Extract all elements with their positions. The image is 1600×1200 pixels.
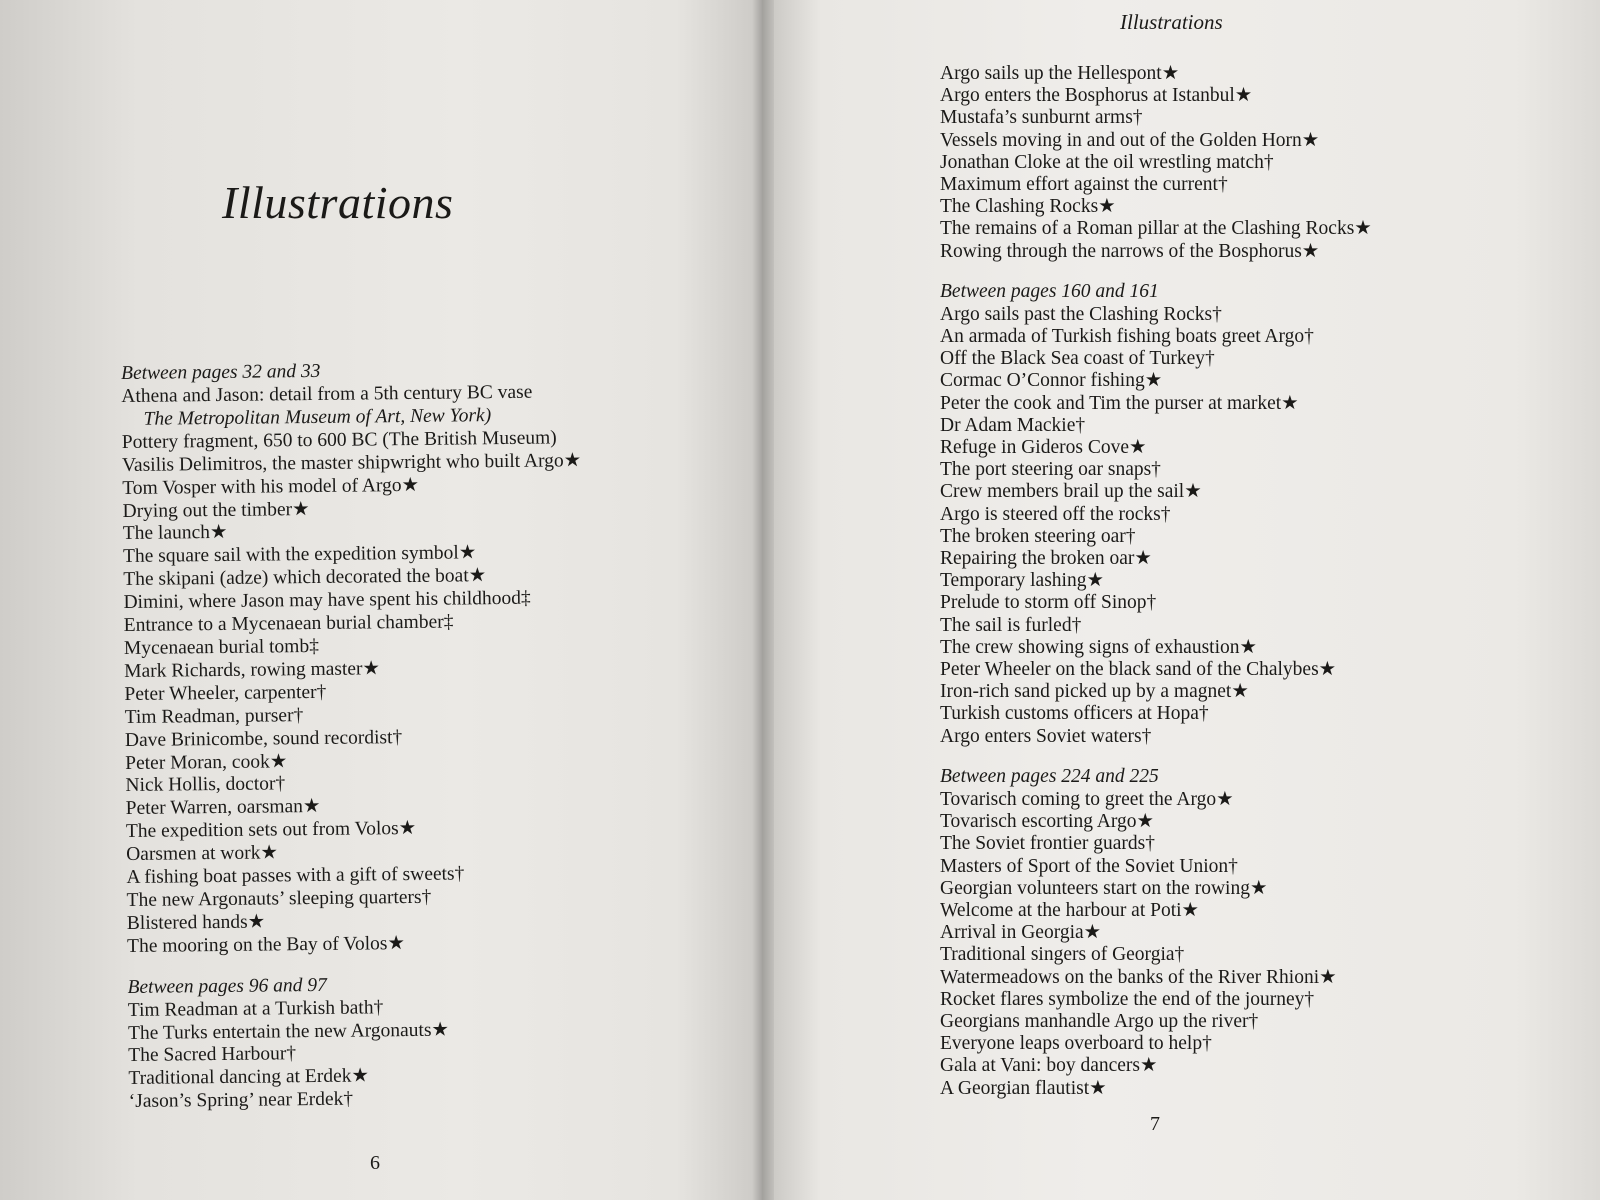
list-item: Dimini, where Jason may have spent his childhood‡ <box>123 587 531 614</box>
list-item: Tom Vosper with his model of Argo★ <box>122 474 420 499</box>
list-item: Entrance to a Mycenaean burial chamber‡ <box>123 611 454 637</box>
list-item: An armada of Turkish fishing boats greet Argo† <box>940 326 1314 348</box>
list-item: Vessels moving in and out of the Golden Horn★ <box>940 129 1320 151</box>
list-item: Drying out the timber★ <box>122 498 310 522</box>
left-column <box>121 357 729 1132</box>
list-item: Tovarisch escorting Argo★ <box>940 811 1154 833</box>
list-item: The expedition sets out from Volos★ <box>125 818 417 843</box>
list-item: Argo sails up the Hellespont★ <box>940 63 1180 84</box>
illustration-list <box>940 304 1580 748</box>
list-item: Tim Readman, purser† <box>124 704 304 728</box>
list-item: Peter Wheeler on the black sand of the Chalybes★ <box>940 659 1337 681</box>
list-item: Mycenaean burial tomb‡ <box>123 635 320 659</box>
list-item: Gala at Vani: boy dancers★ <box>940 1055 1158 1077</box>
page-number-right: 7 <box>1150 1113 1160 1135</box>
list-item: Prelude to storm off Sinop† <box>940 592 1157 614</box>
list-item: Oarsmen at work★ <box>126 842 279 866</box>
list-item: The launch★ <box>122 522 228 545</box>
list-item: Athena and Jason: detail from a 5th century BC vase <box>121 381 533 407</box>
list-item: Crew members brail up the sail★ <box>940 481 1202 503</box>
right-column <box>940 63 1580 1118</box>
list-item: Dr Adam Mackie† <box>940 414 1086 436</box>
list-item: Pottery fragment, 650 to 600 BC (The British Museum) <box>121 427 557 453</box>
list-item: Jonathan Cloke at the oil wrestling match† <box>940 151 1274 173</box>
list-item: Everyone leaps overboard to help† <box>940 1033 1212 1055</box>
list-item: Peter Moran, cook★ <box>125 750 288 774</box>
section-continued <box>940 63 1580 263</box>
list-item: Argo enters the Bosphorus at Istanbul★ <box>940 85 1253 107</box>
list-item: Tim Readman at a Turkish bath† <box>127 996 384 1021</box>
list-item: Welcome at the harbour at Poti★ <box>940 899 1200 921</box>
list-item: ‘Jason’s Spring’ near Erdek† <box>128 1088 354 1113</box>
illustration-list <box>940 789 1580 1100</box>
list-item: The broken steering oar† <box>940 525 1136 547</box>
list-item: Refuge in Gideros Cove★ <box>940 437 1147 459</box>
list-item: Blistered hands★ <box>126 911 266 934</box>
list-item: The skipani (adze) which decorated the boat★ <box>123 565 487 591</box>
list-item: A Georgian flautist★ <box>940 1077 1107 1099</box>
list-item: Vasilis Delimitros, the master shipwright who built Argo★ <box>121 449 582 476</box>
list-item: Off the Black Sea coast of Turkey† <box>940 348 1215 370</box>
list-item: Nick Hollis, doctor† <box>125 773 286 797</box>
list-item: The Sacred Harbour† <box>128 1043 297 1067</box>
list-item: Cormac O’Connor fishing★ <box>940 370 1163 392</box>
list-item: Georgian volunteers start on the rowing★ <box>940 877 1268 899</box>
list-item: Traditional singers of Georgia† <box>940 944 1185 966</box>
list-item: The remains of a Roman pillar at the Clashing Rocks★ <box>940 218 1372 240</box>
list-item: Rocket flares symbolize the end of the journey† <box>940 988 1315 1010</box>
section-96-97 <box>127 970 728 1114</box>
book-gutter <box>752 0 774 1200</box>
list-item: Masters of Sport of the Soviet Union† <box>940 855 1238 877</box>
list-item: Watermeadows on the banks of the River Rhioni★ <box>940 966 1337 988</box>
section-224-225 <box>940 766 1580 1100</box>
list-item: Maximum effort against the current† <box>940 174 1228 196</box>
list-item: Georgians manhandle Argo up the river† <box>940 1010 1259 1032</box>
list-item: The new Argonauts’ sleeping quarters† <box>126 886 432 911</box>
list-item: The Turks entertain the new Argonauts★ <box>127 1019 450 1044</box>
list-item: Repairing the broken oar★ <box>940 548 1152 570</box>
list-item: The square sail with the expedition symbol★ <box>122 542 477 568</box>
list-item: Mark Richards, rowing master★ <box>124 658 381 682</box>
list-item: Tovarisch coming to greet the Argo★ <box>940 788 1234 810</box>
list-item: The Clashing Rocks★ <box>940 196 1116 218</box>
list-item: Peter the cook and Tim the purser at market★ <box>940 392 1299 414</box>
running-head: Illustrations <box>1120 10 1223 34</box>
list-item: The Metropolitan Museum of Art, New York) <box>143 405 492 430</box>
list-item: Arrival in Georgia★ <box>940 922 1102 944</box>
list-item: Peter Warren, oarsman★ <box>125 796 321 820</box>
list-item: Iron-rich sand picked up by a magnet★ <box>940 681 1249 703</box>
list-item: The mooring on the Bay of Volos★ <box>126 932 406 957</box>
list-item: The sail is furled† <box>940 614 1082 636</box>
section-heading: Between pages 224 and 225 <box>940 765 1159 787</box>
list-item: Peter Wheeler, carpenter† <box>124 681 327 705</box>
list-item: A fishing boat passes with a gift of sweets† <box>126 863 465 889</box>
page-number-left: 6 <box>370 1152 380 1174</box>
section-160-161 <box>940 281 1580 748</box>
section-32-33 <box>121 357 727 959</box>
illustration-list <box>121 380 727 959</box>
list-item: Dave Brinicombe, sound recordist† <box>124 726 403 751</box>
illustration-list <box>128 993 729 1114</box>
illustration-list <box>940 63 1580 263</box>
list-item: Argo sails past the Clashing Rocks† <box>940 303 1222 325</box>
list-item: Rowing through the narrows of the Bosphorus★ <box>940 240 1320 262</box>
list-item: Temporary lashing★ <box>940 570 1104 592</box>
section-heading: Between pages 160 and 161 <box>940 280 1159 302</box>
list-item: Argo enters Soviet waters† <box>940 725 1152 747</box>
page-title: Illustrations <box>222 177 454 228</box>
list-item: Argo is steered off the rocks† <box>940 503 1171 525</box>
list-item: The crew showing signs of exhaustion★ <box>940 636 1257 658</box>
list-item: Mustafa’s sunburnt arms† <box>940 107 1143 129</box>
section-heading: Between pages 96 and 97 <box>127 974 327 998</box>
list-item: The port steering oar snaps† <box>940 459 1161 481</box>
section-heading: Between pages 32 and 33 <box>121 360 321 384</box>
list-item: Turkish customs officers at Hopa† <box>940 703 1209 725</box>
list-item: Traditional dancing at Erdek★ <box>128 1065 370 1090</box>
list-item: The Soviet frontier guards† <box>940 833 1155 855</box>
